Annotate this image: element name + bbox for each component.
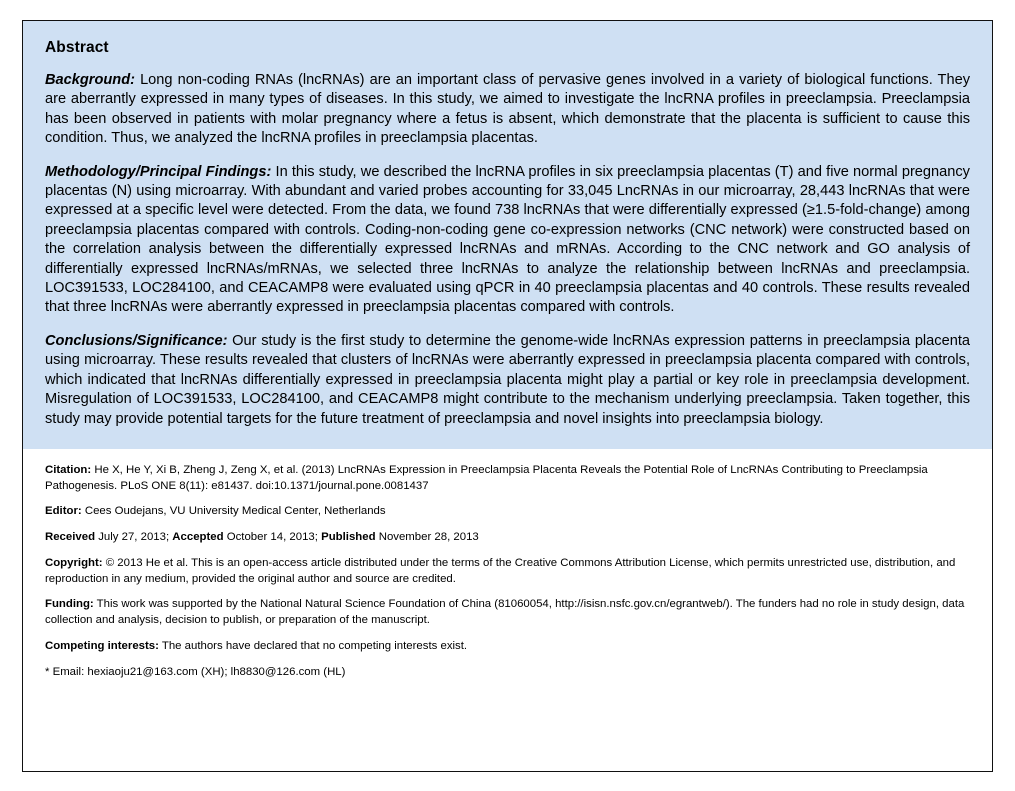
abstract-paragraph-methodology bbox=[45, 163, 970, 318]
abstract-text-conclusions: Our study is the first study to determine the genome-wide lncRNAs expression patterns in preeclampsia placenta using microarray. These results revealed that clusters of lncRNAs were aberrantly expressed in preeclampsia placenta compared with controls, which indicated that lncRNAs differentially expressed in preeclampsia placenta might play a partial or key role in preeclampsia development. Misregulation of LOC391533, LOC284100, and CEACAMP8 might contribute to the mechanism underlying preeclampsia. Taken together, this study may provide potential targets for the future treatment of preeclampsia and novel insights into preeclampsia biology. bbox=[45, 332, 970, 427]
competing-interests-label: Competing interests: bbox=[45, 639, 159, 652]
funding-label: Funding: bbox=[45, 598, 94, 611]
citation-block bbox=[45, 463, 970, 494]
editor-label: Editor: bbox=[45, 505, 82, 518]
funding-text: This work was supported by the National Natural Science Foundation of China (81060054, http://isisn.nsfc.gov.cn/egrantweb/). The funders had no role in study design, data collection and analysis, decision to publish, or preparation of the manuscript. bbox=[45, 598, 965, 627]
abstract-heading: Abstract bbox=[45, 39, 109, 56]
article-metadata bbox=[23, 449, 992, 690]
abstract-section bbox=[23, 21, 992, 449]
abstract-lead-conclusions: Conclusions/Significance: bbox=[45, 332, 228, 349]
accepted-label: Accepted bbox=[172, 531, 224, 544]
editor-block bbox=[45, 504, 970, 520]
competing-interests-text: The authors have declared that no competing interests exist. bbox=[158, 639, 468, 652]
abstract-lead-methodology: Methodology/Principal Findings: bbox=[45, 163, 272, 180]
copyright-block bbox=[45, 556, 970, 587]
received-date: July 27, 2013; bbox=[95, 531, 173, 544]
dates-block bbox=[45, 530, 970, 546]
accepted-date: October 14, 2013; bbox=[223, 531, 322, 544]
received-label: Received bbox=[45, 531, 96, 544]
abstract-paragraph-conclusions bbox=[45, 332, 970, 429]
abstract-text-methodology: In this study, we described the lncRNA profiles in six preeclampsia placentas (T) and five normal pregnancy placentas (N) using microarray. With abundant and varied probes accounting for 33,045 LncRNAs in our microarray, 28,443 lncRNAs that were expressed at a specific level were detected. From the data, we found 738 lncRNAs that were differentially expressed (≥1.5-fold-change) among preeclampsia placentas compared with controls. Coding-non-coding gene co-expression networks (CNC network) were constructed based on the correlation analysis between the differentially expressed lncRNAs and mRNAs. According to the CNC network and GO analysis of differentially expressed lncRNAs/mRNAs, we selected three lncRNAs to analyze the relationship between lncRNAs and preeclampsia. LOC391533, LOC284100, and CEACAMP8 were evaluated using qPCR in 40 preeclampsia placentas and 40 controls. These results revealed that three lncRNAs were aberrantly expressed in preeclampsia placentas compared with controls. bbox=[45, 163, 970, 316]
copyright-label: Copyright: bbox=[45, 556, 103, 569]
funding-block bbox=[45, 597, 970, 628]
corresponding-email: * Email: hexiaoju21@163.com (XH); lh8830@126.com (HL) bbox=[45, 665, 346, 678]
citation-text: He X, He Y, Xi B, Zheng J, Zeng X, et al. (2013) LncRNAs Expression in Preeclampsia Placenta Reveals the Potential Role of LncRNAs Contributing to Preeclampsia Pathogenesis. PLoS ONE 8(11): e81437. doi:10.1371/journal.pone.0081437 bbox=[45, 463, 928, 492]
copyright-text: © 2013 He et al. This is an open-access article distributed under the terms of the Creative Commons Attribution License, which permits unrestricted use, distribution, and reproduction in any medium, provided the original author and source are credited. bbox=[45, 556, 956, 585]
competing-interests-block bbox=[45, 639, 970, 655]
published-label: Published bbox=[321, 531, 376, 544]
abstract-lead-background: Background: bbox=[45, 72, 135, 88]
abstract-text-background: Long non-coding RNAs (lncRNAs) are an important class of pervasive genes involved in a variety of biological functions. They are aberrantly expressed in many types of diseases. In this study, we aimed to investigate the lncRNA profiles in preeclampsia. Preeclampsia has been observed in patients with molar pregnancy where a fetus is absent, which demonstrate that the placenta is sufficient to cause this condition. Thus, we analyzed the lncRNA profiles in preeclampsia placentas. bbox=[45, 72, 970, 147]
article-frame bbox=[22, 20, 993, 772]
published-date: November 28, 2013 bbox=[375, 531, 479, 544]
editor-text: Cees Oudejans, VU University Medical Center, Netherlands bbox=[81, 505, 386, 518]
citation-label: Citation: bbox=[45, 463, 92, 476]
abstract-paragraph-background bbox=[45, 71, 970, 149]
